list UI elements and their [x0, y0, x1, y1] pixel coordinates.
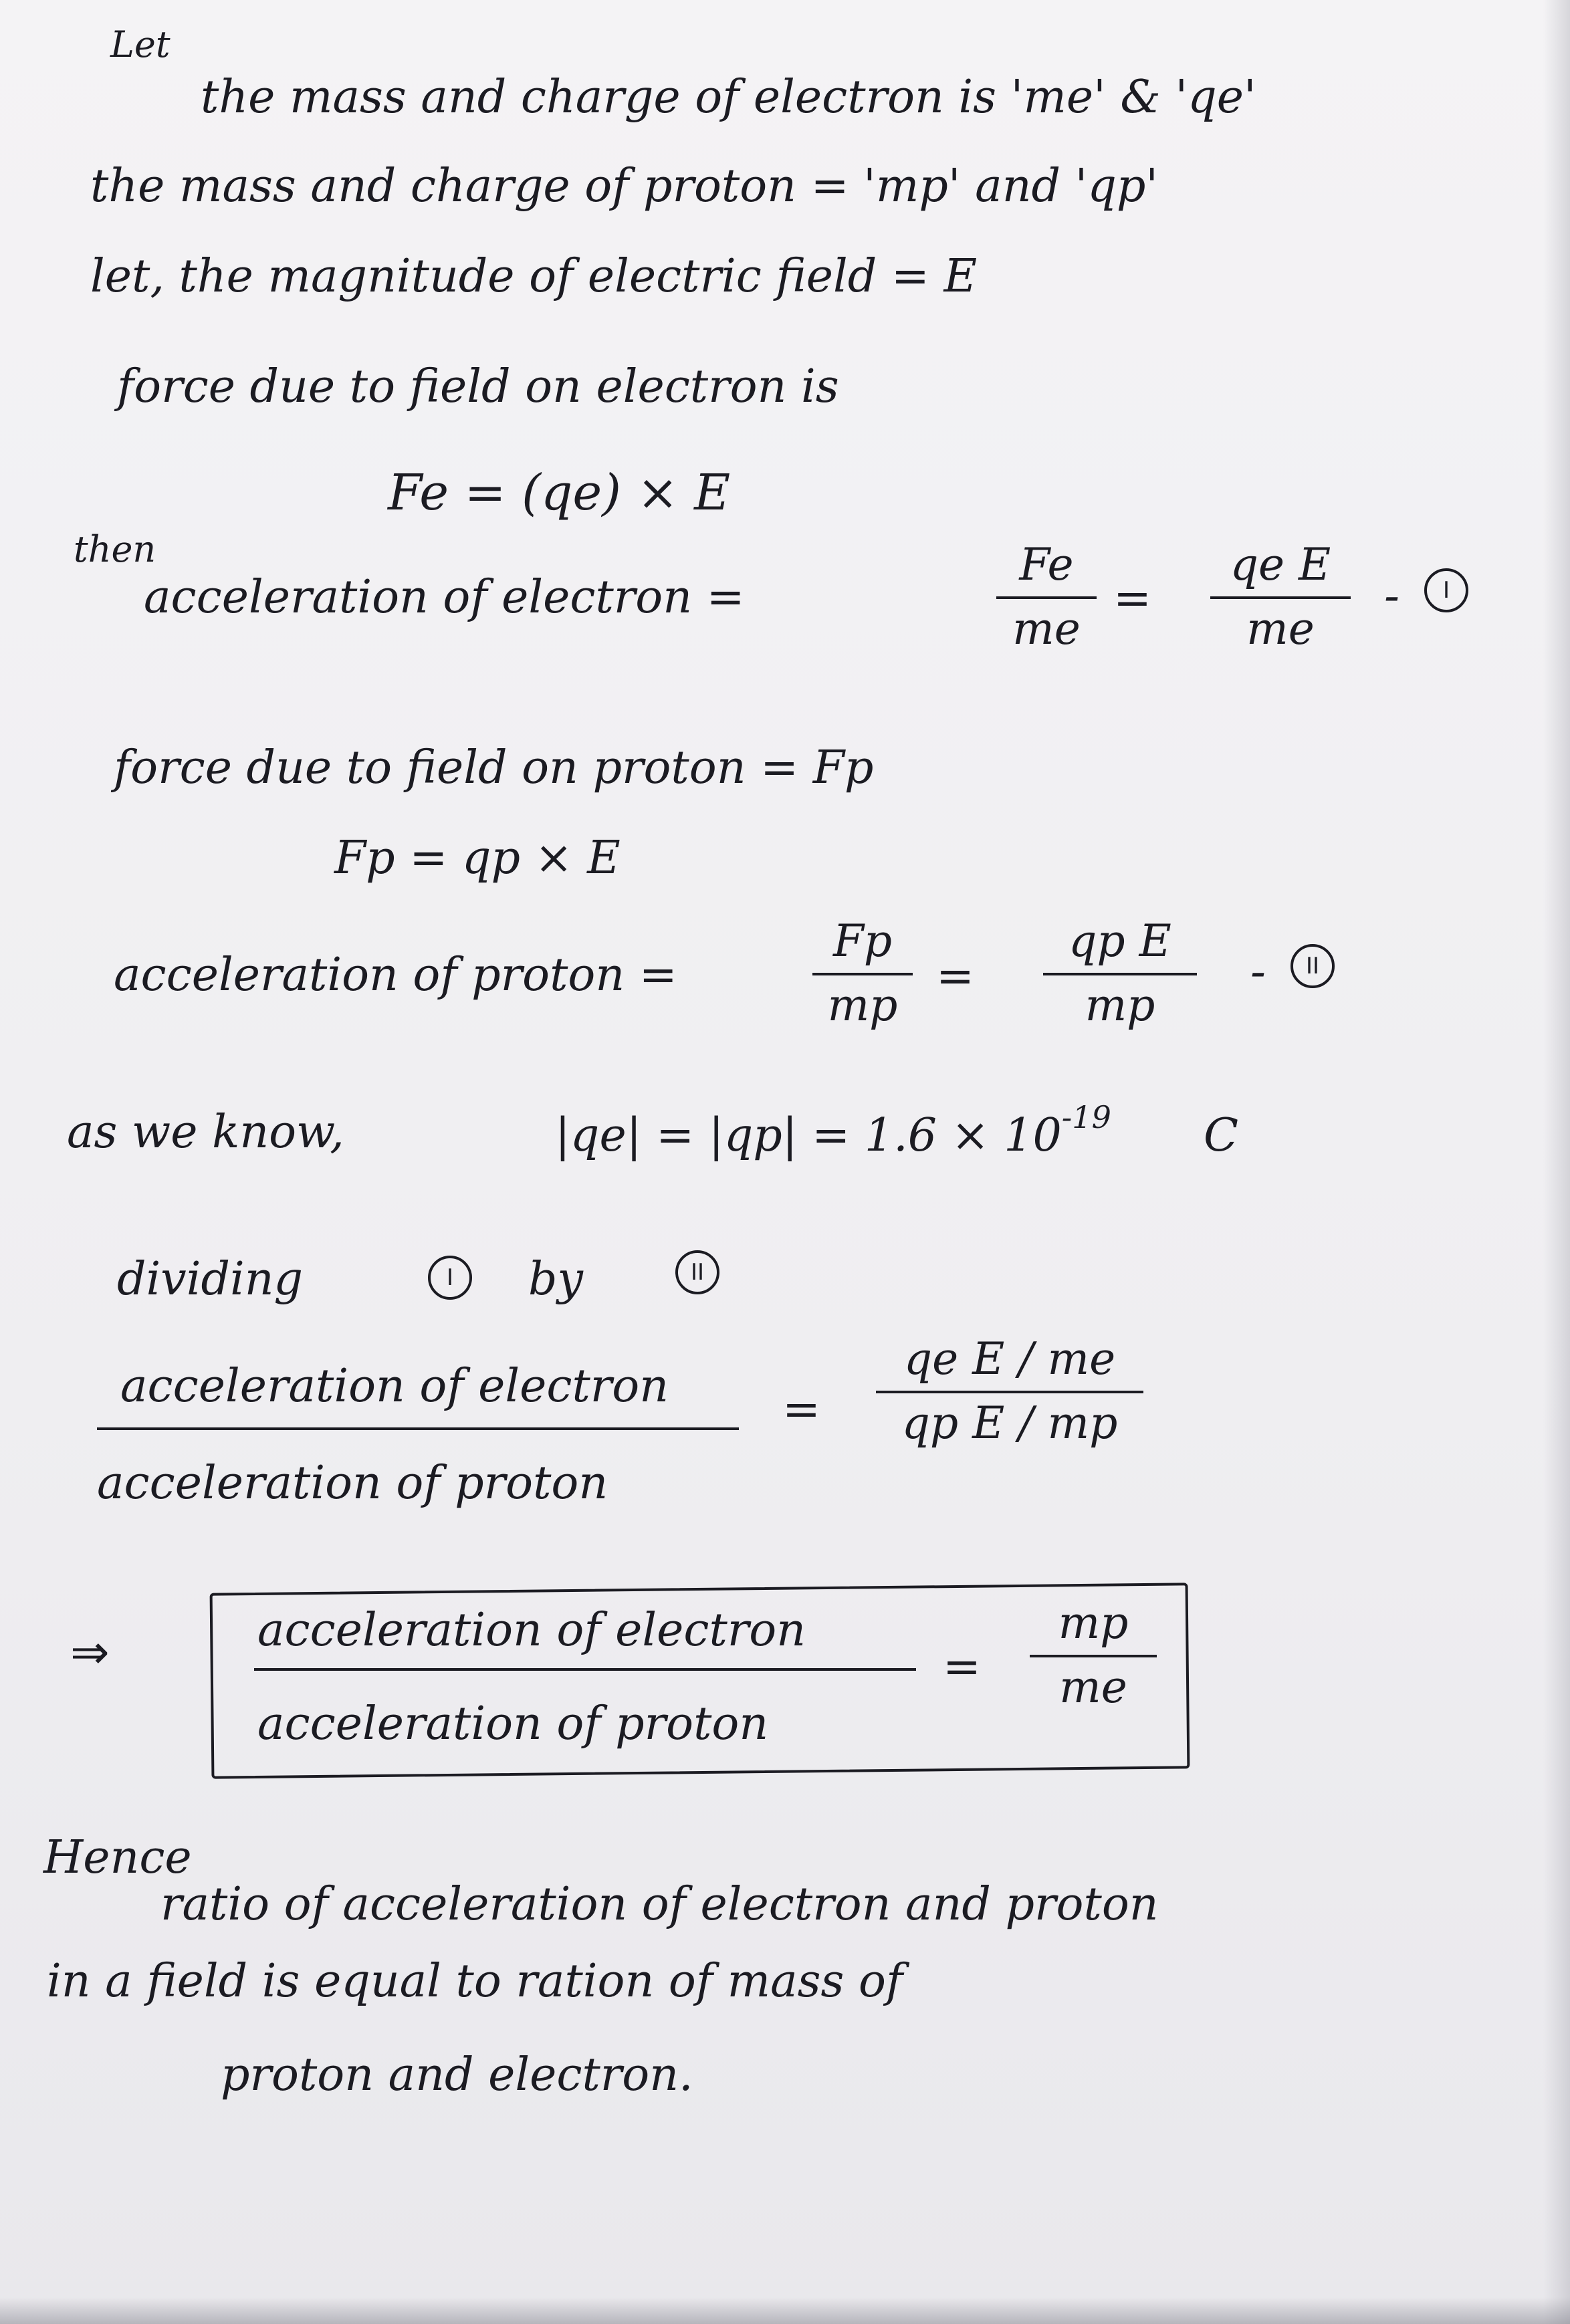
intro-line-2: the mass and charge of proton = 'mp' and 'qp' [90, 160, 1159, 213]
fraction-bar [1210, 596, 1351, 599]
fraction-denominator: me [1059, 1661, 1127, 1713]
intro-line-1: the mass and charge of electron is 'me' & 'qe' [201, 71, 1256, 124]
electron-fraction-charge [1210, 539, 1351, 655]
ratio-lhs-bar [97, 1427, 739, 1430]
conclusion-line-3: proton and electron. [221, 2049, 693, 2101]
equation-ref-one: I [428, 1256, 472, 1300]
equation-tag-dash: - [1250, 945, 1266, 998]
fraction-numerator: Fp [832, 915, 893, 967]
electron-fraction-force [996, 539, 1097, 655]
fraction-bar [876, 1391, 1143, 1393]
then-label: then [74, 528, 156, 570]
fraction-denominator: me [1012, 603, 1081, 655]
ratio-lhs-denominator: acceleration of proton [97, 1457, 608, 1510]
proton-force-label: force due to field on proton = Fp [114, 741, 874, 794]
result-lhs-numerator: acceleration of electron [257, 1604, 806, 1657]
dividing-label: dividing [117, 1253, 304, 1306]
fraction-bar [812, 973, 913, 975]
charge-exponent: -19 [1061, 1099, 1111, 1135]
charge-unit: C [1204, 1109, 1239, 1162]
implies-arrow: ⇒ [70, 1625, 110, 1679]
fraction-denominator: me [1246, 603, 1315, 655]
proton-acceleration-label: acceleration of proton = [114, 949, 677, 1002]
result-rhs-fraction [1030, 1597, 1157, 1713]
page-edge-shadow [1543, 0, 1570, 2324]
result-lhs-bar [254, 1668, 916, 1671]
conclusion-line-2: in a field is equal to ration of mass of [47, 1955, 903, 2008]
conclusion-line-1: ratio of acceleration of electron and proton [160, 1878, 1159, 1931]
electron-acceleration-label: acceleration of electron = [144, 571, 745, 624]
fraction-denominator: qp E / mp [901, 1397, 1118, 1449]
by-label: by [528, 1253, 583, 1306]
fraction-bar [996, 596, 1097, 599]
equals-sign: = [936, 950, 974, 1003]
charge-magnitude-equation [555, 1099, 1111, 1162]
charge-equation-text: |qe| = |qp| = 1.6 × 10 [555, 1109, 1062, 1162]
fraction-numerator: qe E / me [903, 1333, 1116, 1385]
let-label: Let [110, 23, 171, 66]
equation-ref-two: II [675, 1250, 719, 1294]
intro-line-4: force due to field on electron is [117, 360, 839, 413]
intro-line-3: let, the magnitude of electric field = E [90, 250, 978, 303]
fraction-denominator: mp [1085, 979, 1155, 1031]
equals-sign: = [782, 1383, 820, 1436]
fraction-numerator: qp E [1069, 915, 1171, 967]
page-bottom-shadow [0, 2297, 1570, 2324]
equation-tag-one: I [1424, 568, 1468, 612]
ratio-lhs-numerator: acceleration of electron [120, 1360, 669, 1413]
proton-fraction-force [812, 915, 913, 1031]
proton-force-equation: Fp = qp × E [334, 832, 621, 885]
hence-label: Hence [43, 1831, 192, 1884]
fraction-numerator: mp [1058, 1597, 1129, 1649]
electron-force-equation: Fe = (qe) × E [388, 464, 731, 521]
fraction-bar [1030, 1655, 1157, 1657]
as-we-know-label: as we know, [67, 1106, 344, 1159]
fraction-denominator: mp [827, 979, 898, 1031]
fraction-numerator: qe E [1230, 539, 1331, 590]
ratio-rhs-fraction [876, 1333, 1143, 1449]
equation-tag-two: II [1291, 944, 1335, 988]
fraction-bar [1043, 973, 1197, 975]
fraction-numerator: Fe [1019, 539, 1074, 590]
equals-sign: = [1113, 572, 1151, 625]
proton-fraction-charge [1043, 915, 1197, 1031]
equation-tag-dash: - [1384, 570, 1399, 622]
equals-sign: = [943, 1641, 981, 1694]
result-lhs-denominator: acceleration of proton [257, 1698, 769, 1750]
